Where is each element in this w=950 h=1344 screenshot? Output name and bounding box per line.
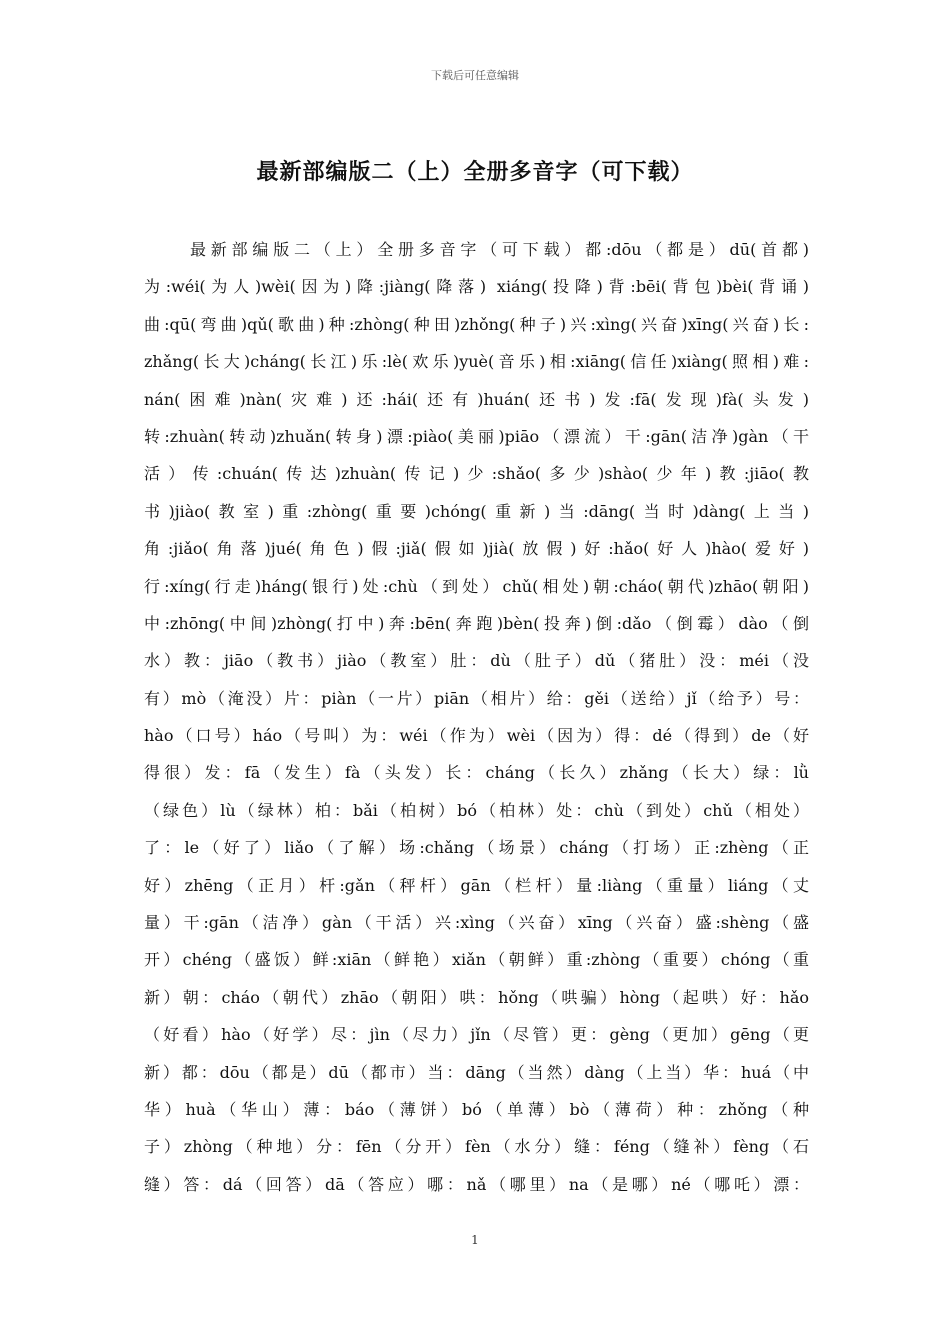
document-body xyxy=(144,235,809,1207)
body-text-line: 角:jiǎo(角落)jué(角色)假:jiǎ(假如)jià(放假)好:hǎo(好人)hào(爱好) xyxy=(144,539,809,559)
body-text-line: 曲:qū(弯曲)qǔ(歌曲)种:zhòng(种田)zhǒng(种子)兴:xìng(兴奋)xīng(兴奋)长: xyxy=(144,314,809,334)
body-text-line: hào（口号）háo（号叫）为：wéi（作为）wèi（因为）得：dé（得到）de（好 xyxy=(144,726,809,746)
body-text-line: zhǎng(长大)cháng(长江)乐:lè(欢乐)yuè(音乐)相:xiāng(信任)xiàng(照相)难: xyxy=(144,352,809,372)
body-text-line: 了：le（好了）liǎo（了解）场:chǎng（场景）cháng（打场）正:zhèng（正 xyxy=(144,838,809,858)
body-text-line: 为:wéi(为人)wèi(因为)降:jiàng(降落) xiáng(投降)背:bēi(背包)bèi(背诵) xyxy=(144,277,809,297)
body-text-line: （好看）hào（好学）尽：jìn（尽力）jǐn（尽管）更：gèng（更加）gēng（更 xyxy=(144,1025,809,1045)
body-text-line: 转:zhuàn(转动)zhuǎn(转身)漂:piào(美丽)piāo（漂流）干:gān(洁净)gàn（干 xyxy=(144,426,809,446)
body-text-line: 中:zhōng(中间)zhòng(打中)奔:bēn(奔跑)bèn(投奔)倒:dǎo（倒霉）dào（倒 xyxy=(144,613,809,633)
document-title: 最新部编版二（上）全册多音字（可下载） xyxy=(256,160,694,185)
body-text-line: 新）朝：cháo（朝代）zhāo（朝阳）哄：hǒng（哄骗）hòng（起哄）好：hǎo xyxy=(144,987,809,1007)
body-text-line: 得很）发：fā（发生）fà（头发）长：cháng（长久）zhǎng（长大）绿：lǜ xyxy=(144,763,809,783)
body-text-line: 开）chéng（盛饭）鲜:xiān（鲜艳）xiǎn（朝鲜）重:zhòng（重要）chóng（重 xyxy=(144,950,809,970)
body-text-line: 子）zhòng（种地）分：fēn（分开）fèn（水分）缝：féng（缝补）fèng（石 xyxy=(144,1137,809,1157)
body-text-line: 好）zhēng（正月）杆:gǎn（秤杆）gān（栏杆）量:liàng（重量）liáng（丈 xyxy=(144,875,809,895)
body-text-line: 缝）答：dá（回答）dā（答应）哪：nǎ（哪里）na（是哪）né（哪吒）漂： xyxy=(144,1174,809,1194)
body-text-line: nán(困难)nàn(灾难)还:hái(还有)huán(还书)发:fā(发现)fà(头发) xyxy=(144,389,809,409)
body-text-line: 华）huà（华山）薄：báo（薄饼）bó（单薄）bò（薄荷）种：zhǒng（种 xyxy=(144,1099,809,1119)
body-text-line: 行:xíng(行走)háng(银行)处:chù（到处）chǔ(相处)朝:cháo(朝代)zhāo(朝阳) xyxy=(144,576,809,596)
page-number: 1 xyxy=(471,1233,479,1247)
body-text-line: 量）干:gān（洁净）gàn（干活）兴:xìng（兴奋）xīng（兴奋）盛:shèng（盛 xyxy=(144,913,809,933)
body-text-line: 活）传:chuán(传达)zhuàn(传记)少:shǎo(多少)shào(少年)教:jiāo(教 xyxy=(144,464,809,484)
body-text-line: 新）都：dōu（都是）dū（都市）当：dāng（当然）dàng（上当）华：huá（中 xyxy=(144,1062,809,1082)
page-header: 下载后可任意编辑 xyxy=(431,69,519,82)
body-text-line: 最新部编版二（上）全册多音字（可下载）都:dōu（都是）dū(首都) xyxy=(190,240,809,259)
body-text-line: 有）mò（淹没）片：piàn（一片）piān（相片）给：gěi（送给）jǐ（给予）号： xyxy=(144,688,809,708)
body-text-line: （绿色）lù（绿林）柏：bǎi（柏树）bó（柏林）处：chù（到处）chǔ（相处） xyxy=(144,800,809,820)
body-text-line: 水）教：jiāo（教书）jiào（教室）肚：dù（肚子）dǔ（猪肚）没：méi（没 xyxy=(144,651,809,671)
body-text-line: 书)jiào(教室)重:zhòng(重要)chóng(重新)当:dāng(当时)dàng(上当) xyxy=(144,501,809,521)
